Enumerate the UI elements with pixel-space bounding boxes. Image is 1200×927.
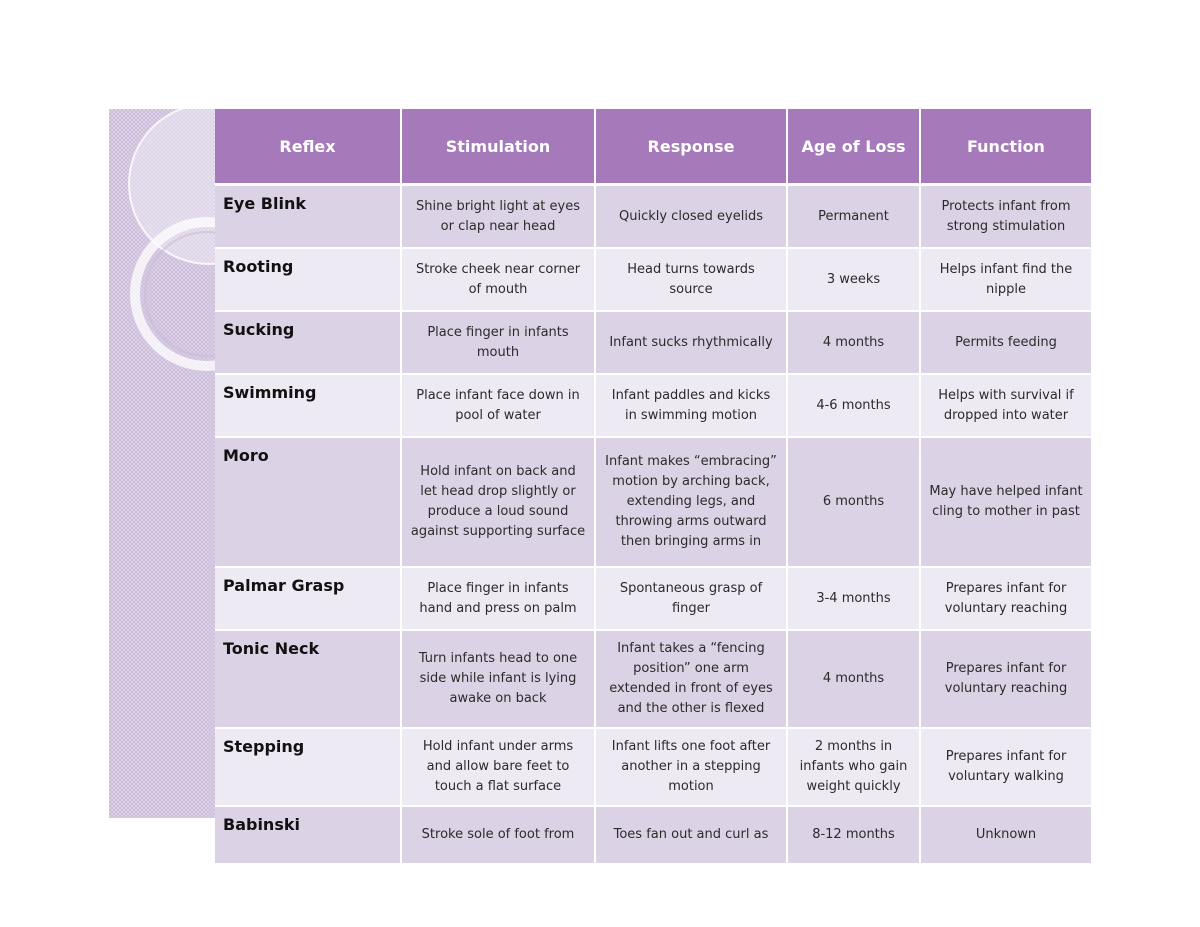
stimulation-cell: Stroke sole of foot from (401, 806, 595, 864)
table-row (215, 185, 1092, 249)
age-cell: 6 months (787, 437, 920, 567)
response-cell: Infant takes a “fencing position” one arm extended in front of eyes and the other is flexed (595, 630, 787, 728)
function-cell: Helps with survival if dropped into water (920, 374, 1092, 437)
header-function: Function (920, 109, 1092, 185)
response-cell: Spontaneous grasp of finger (595, 567, 787, 630)
stimulation-cell: Hold infant under arms and allow bare feet to touch a flat surface (401, 728, 595, 806)
header-reflex: Reflex (215, 109, 401, 185)
table-row (215, 567, 1092, 630)
response-cell: Toes fan out and curl as (595, 806, 787, 864)
table-row (215, 437, 1092, 567)
stimulation-cell: Stroke cheek near corner of mouth (401, 248, 595, 311)
stimulation-cell: Hold infant on back and let head drop slightly or produce a loud sound against supporting surface (401, 437, 595, 567)
stimulation-cell: Shine bright light at eyes or clap near head (401, 185, 595, 249)
function-cell: Unknown (920, 806, 1092, 864)
header-response: Response (595, 109, 787, 185)
reflex-cell: Tonic Neck (215, 630, 401, 728)
stimulation-cell: Place finger in infants hand and press on palm (401, 567, 595, 630)
age-cell: 4-6 months (787, 374, 920, 437)
response-cell: Head turns towards source (595, 248, 787, 311)
age-cell: 2 months in infants who gain weight quickly (787, 728, 920, 806)
table-header-row (215, 109, 1092, 185)
age-cell: 8-12 months (787, 806, 920, 864)
function-cell: Helps infant find the nipple (920, 248, 1092, 311)
function-cell: Prepares infant for voluntary walking (920, 728, 1092, 806)
function-cell: Prepares infant for voluntary reaching (920, 567, 1092, 630)
function-cell: Permits feeding (920, 311, 1092, 374)
reflex-cell: Eye Blink (215, 185, 401, 249)
slide (109, 109, 1092, 842)
reflex-cell: Swimming (215, 374, 401, 437)
function-cell: Prepares infant for voluntary reaching (920, 630, 1092, 728)
decorative-side-band (109, 109, 215, 818)
response-cell: Infant sucks rhythmically (595, 311, 787, 374)
header-age-of-loss: Age of Loss (787, 109, 920, 185)
response-cell: Infant makes “embracing” motion by arching back, extending legs, and throwing arms outward then bringing arms in (595, 437, 787, 567)
stimulation-cell: Place finger in infants mouth (401, 311, 595, 374)
table-row (215, 374, 1092, 437)
age-cell: 3-4 months (787, 567, 920, 630)
table-row (215, 728, 1092, 806)
response-cell: Infant lifts one foot after another in a stepping motion (595, 728, 787, 806)
reflex-cell: Sucking (215, 311, 401, 374)
reflex-cell: Palmar Grasp (215, 567, 401, 630)
reflex-table (215, 109, 1093, 865)
stimulation-cell: Turn infants head to one side while infant is lying awake on back (401, 630, 595, 728)
reflex-cell: Babinski (215, 806, 401, 864)
age-cell: 4 months (787, 311, 920, 374)
table-row (215, 248, 1092, 311)
function-cell: Protects infant from strong stimulation (920, 185, 1092, 249)
header-stimulation: Stimulation (401, 109, 595, 185)
table-row (215, 806, 1092, 864)
function-cell: May have helped infant cling to mother in past (920, 437, 1092, 567)
reflex-cell: Moro (215, 437, 401, 567)
table-row (215, 311, 1092, 374)
table-row (215, 630, 1092, 728)
stimulation-cell: Place infant face down in pool of water (401, 374, 595, 437)
response-cell: Quickly closed eyelids (595, 185, 787, 249)
reflex-cell: Rooting (215, 248, 401, 311)
age-cell: 3 weeks (787, 248, 920, 311)
age-cell: Permanent (787, 185, 920, 249)
reflex-cell: Stepping (215, 728, 401, 806)
response-cell: Infant paddles and kicks in swimming motion (595, 374, 787, 437)
age-cell: 4 months (787, 630, 920, 728)
decorative-rings-graphic (109, 109, 215, 818)
